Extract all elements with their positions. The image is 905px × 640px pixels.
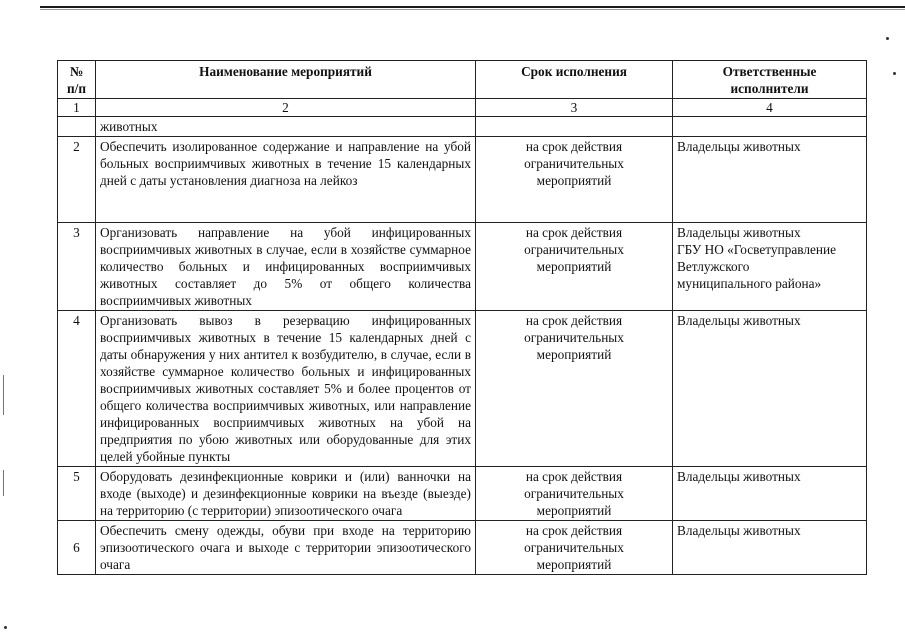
header-number: № п/п	[58, 61, 96, 99]
measure-term: на срок действия ограничительных мероприятий	[476, 467, 673, 521]
measure-name: Организовать направление на убой инфицированных восприимчивых животных в случае, если в хозяйстве суммарное количество больных и инфицированных восприимчивых животных составляет до 5% от общего количества восприимчивых животных	[96, 223, 476, 311]
measure-responsible: Владельцы животных	[673, 467, 867, 521]
measure-name: Организовать вывоз в резервацию инфицированных восприимчивых животных в течение 15 календарных дней с даты обнаружения у них антител к возбудителю, в случае, если в хозяйстве суммарное количество больных и инфицированных восприимчивых животных составляет 5% и более процентов от общего количества восприимчивых животных, или направление инфицированных восприимчивых животных на убой на предприятия по убою животных или оборудованные для этих целей убойные пункты	[96, 311, 476, 467]
table-row	[58, 467, 867, 521]
header-name: Наименование мероприятий	[96, 61, 476, 99]
measure-term: на срок действия ограничительных мероприятий	[476, 223, 673, 311]
measure-responsible: Владельцы животных ГБУ НО «Госветуправление Ветлужского муниципального района»	[673, 223, 867, 311]
row-number: 6	[58, 521, 96, 575]
scan-speck	[893, 72, 896, 75]
scan-speck	[4, 626, 7, 629]
measure-term: на срок действия ограничительных мероприятий	[476, 521, 673, 575]
scan-margin-mark	[3, 470, 4, 496]
measure-name: Оборудовать дезинфекционные коврики и (или) ванночки на входе (выходе) и дезинфекционные коврики на въезде (выезде) на территорию (с территории) эпизоотического очага	[96, 467, 476, 521]
page-top-rule	[40, 6, 905, 8]
measures-table	[57, 60, 867, 575]
row-number: 3	[58, 223, 96, 311]
measure-responsible: Владельцы животных	[673, 311, 867, 467]
measure-name: Обеспечить смену одежды, обуви при входе на территорию эпизоотического очага и выходе с территории эпизоотического очага	[96, 521, 476, 575]
column-number: 3	[476, 99, 673, 117]
row-number: 4	[58, 311, 96, 467]
measure-term: на срок действия ограничительных мероприятий	[476, 137, 673, 223]
measure-name: Обеспечить изолированное содержание и направление на убой больных восприимчивых животных в течение 15 календарных дней с даты установления диагноза на лейкоз	[96, 137, 476, 223]
table-row	[58, 521, 867, 575]
scan-speck	[886, 37, 889, 40]
column-number: 2	[96, 99, 476, 117]
continued-text: животных	[96, 117, 476, 137]
measure-responsible: Владельцы животных	[673, 137, 867, 223]
scan-margin-mark	[3, 375, 4, 415]
table-row	[58, 223, 867, 311]
column-number: 1	[58, 99, 96, 117]
header-responsible: Ответственные исполнители	[673, 61, 867, 99]
measure-responsible: Владельцы животных	[673, 521, 867, 575]
table-header-row	[58, 61, 867, 99]
row-number: 5	[58, 467, 96, 521]
column-number: 4	[673, 99, 867, 117]
page-top-rule-shadow	[40, 9, 905, 10]
table-row	[58, 311, 867, 467]
continuation-row	[58, 117, 867, 137]
row-number: 2	[58, 137, 96, 223]
column-number-row	[58, 99, 867, 117]
measure-term: на срок действия ограничительных мероприятий	[476, 311, 673, 467]
table-row	[58, 137, 867, 223]
header-term: Срок исполнения	[476, 61, 673, 99]
